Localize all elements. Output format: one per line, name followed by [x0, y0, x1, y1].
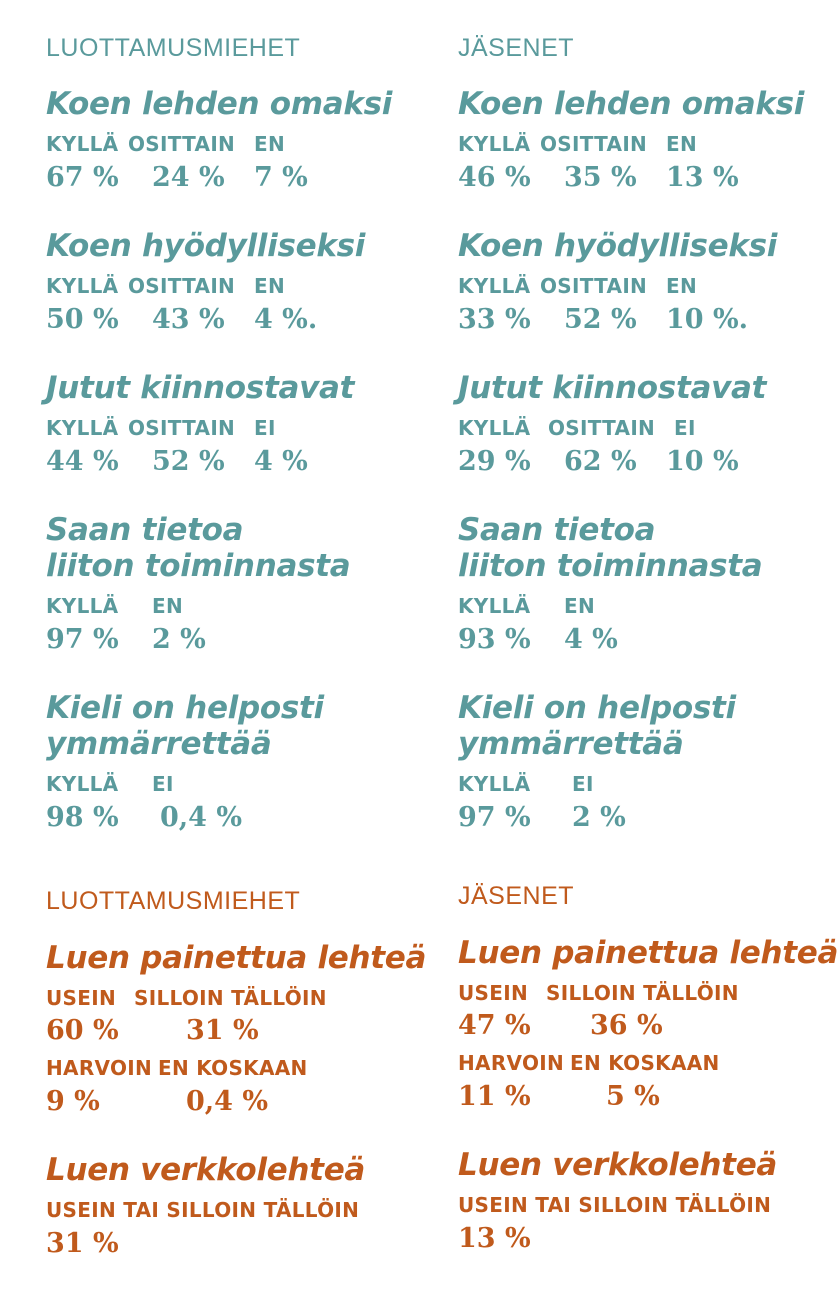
answer-label: KYLLÄ [46, 132, 119, 156]
answer-label: KYLLÄ [46, 416, 119, 440]
answer-value: 93 % [458, 624, 531, 655]
answer-value: 0,4 % [160, 802, 243, 833]
answer-value: 24 % [152, 162, 225, 193]
answer-value: 0,4 % [186, 1086, 269, 1117]
answer-label: EI [674, 416, 696, 440]
question-title: Jutut kiinnostavat [46, 370, 355, 406]
answer-label: OSITTAIN [540, 274, 648, 298]
answer-label: EN [666, 274, 698, 298]
answer-label: EN [666, 132, 698, 156]
answer-label: OSITTAIN [128, 274, 236, 298]
answer-value: 4 % [564, 624, 618, 655]
question-title-line1: Saan tietoa [458, 512, 656, 548]
answer-label: HARVOIN [458, 1051, 565, 1075]
answer-label: KYLLÄ [458, 132, 531, 156]
answer-label: USEIN [458, 981, 528, 1005]
answer-label: EN [152, 594, 184, 618]
answer-label: SILLOIN TÄLLÖIN [546, 981, 739, 1005]
answer-label: OSITTAIN [128, 132, 236, 156]
question-title: Koen hyödylliseksi [458, 228, 778, 264]
answer-value: 13 % [666, 162, 739, 193]
answer-value: 47 % [458, 1010, 531, 1041]
answer-value: 52 % [564, 304, 637, 335]
answer-label: EI [572, 772, 594, 796]
section-header-jasenet: JÄSENET [458, 882, 575, 910]
question-title: Luen verkkolehteä [458, 1147, 778, 1183]
answer-value: 67 % [46, 162, 119, 193]
answer-value: 2 % [152, 624, 206, 655]
question-title-line2: liiton toiminnasta [46, 548, 351, 584]
answer-label: USEIN TAI SILLOIN TÄLLÖIN [458, 1193, 772, 1217]
question-title: Koen lehden omaksi [458, 86, 805, 122]
answer-label: EN [254, 132, 286, 156]
answer-value: 44 % [46, 446, 119, 477]
section-header-luottamusmiehet: LUOTTAMUSMIEHET [46, 34, 301, 62]
answer-value: 52 % [152, 446, 225, 477]
answer-value: 4 % [254, 446, 308, 477]
answer-label: USEIN TAI SILLOIN TÄLLÖIN [46, 1198, 360, 1222]
answer-label: EN KOSKAAN [570, 1051, 720, 1075]
answer-label: KYLLÄ [46, 274, 119, 298]
answer-label: HARVOIN [46, 1056, 153, 1080]
answer-label: KYLLÄ [458, 274, 531, 298]
answer-label: OSITTAIN [548, 416, 656, 440]
answer-value: 97 % [458, 802, 531, 833]
answer-label: OSITTAIN [540, 132, 648, 156]
question-title: Luen painettua lehteä [458, 935, 839, 971]
answer-value: 10 %. [666, 304, 749, 335]
answer-label: OSITTAIN [128, 416, 236, 440]
answer-value: 11 % [458, 1081, 531, 1112]
answer-label: EN KOSKAAN [158, 1056, 308, 1080]
answer-value: 31 % [46, 1228, 119, 1259]
answer-value: 35 % [564, 162, 637, 193]
question-title: Luen verkkolehteä [46, 1152, 366, 1188]
answer-value: 46 % [458, 162, 531, 193]
answer-value: 13 % [458, 1223, 531, 1254]
answer-label: EN [254, 274, 286, 298]
answer-value: 7 % [254, 162, 308, 193]
answer-value: 29 % [458, 446, 531, 477]
question-title: Koen hyödylliseksi [46, 228, 366, 264]
answer-label: EI [152, 772, 174, 796]
question-title-line1: Kieli on helposti [458, 690, 736, 726]
question-title-line2: ymmärrettää [46, 726, 272, 762]
answer-value: 33 % [458, 304, 531, 335]
question-title: Jutut kiinnostavat [458, 370, 767, 406]
answer-label: USEIN [46, 986, 116, 1010]
answer-label: KYLLÄ [458, 772, 531, 796]
answer-value: 98 % [46, 802, 119, 833]
section-header-luottamusmiehet: LUOTTAMUSMIEHET [46, 887, 301, 915]
answer-label: EI [254, 416, 276, 440]
question-title-line1: Saan tietoa [46, 512, 244, 548]
answer-label: KYLLÄ [46, 772, 119, 796]
question-title-line2: ymmärrettää [458, 726, 684, 762]
question-title: Koen lehden omaksi [46, 86, 393, 122]
answer-value: 4 %. [254, 304, 318, 335]
answer-value: 97 % [46, 624, 119, 655]
answer-value: 60 % [46, 1015, 119, 1046]
question-title-line1: Kieli on helposti [46, 690, 324, 726]
question-title-line2: liiton toiminnasta [458, 548, 763, 584]
answer-value: 43 % [152, 304, 225, 335]
answer-value: 10 % [666, 446, 739, 477]
answer-label: KYLLÄ [458, 416, 531, 440]
section-header-jasenet: JÄSENET [458, 34, 575, 62]
answer-value: 31 % [186, 1015, 259, 1046]
answer-label: SILLOIN TÄLLÖIN [134, 986, 327, 1010]
answer-label: KYLLÄ [458, 594, 531, 618]
question-title: Luen painettua lehteä [46, 940, 427, 976]
answer-value: 50 % [46, 304, 119, 335]
answer-value: 5 % [606, 1081, 660, 1112]
answer-label: EN [564, 594, 596, 618]
answer-value: 9 % [46, 1086, 100, 1117]
answer-value: 2 % [572, 802, 626, 833]
answer-value: 36 % [590, 1010, 663, 1041]
answer-value: 62 % [564, 446, 637, 477]
answer-label: KYLLÄ [46, 594, 119, 618]
